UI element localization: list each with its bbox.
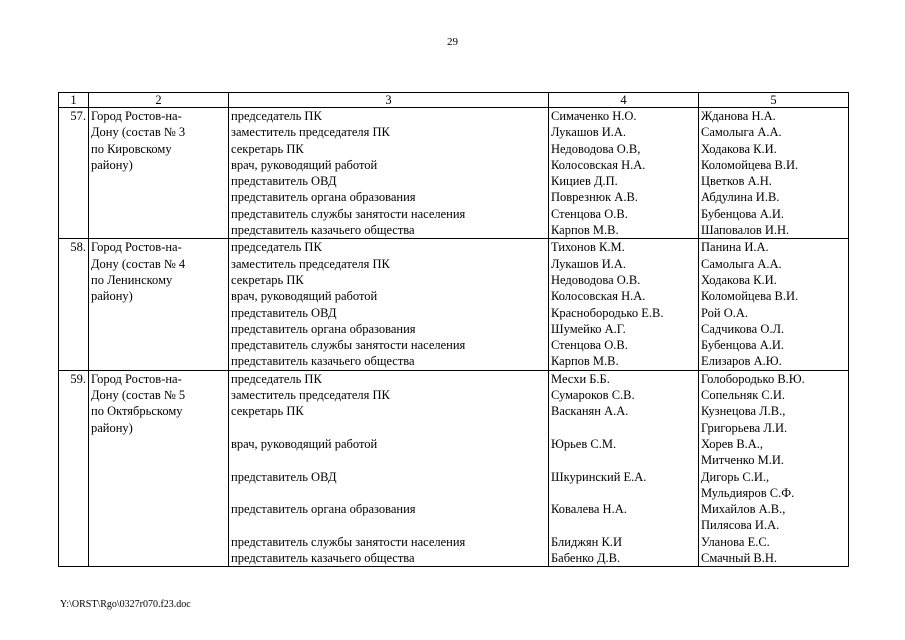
column-header: 1 <box>59 93 89 108</box>
place-line: Дону (состав № 5 <box>91 388 186 403</box>
member-name <box>551 517 696 533</box>
reserve-name: Ходакова К.И. <box>701 272 777 287</box>
role-line <box>231 485 546 501</box>
member-name: Стенцова О.В. <box>551 338 628 353</box>
header-row <box>59 93 849 108</box>
member-name: Сумароков С.В. <box>551 388 635 403</box>
member-name: Стенцова О.В. <box>551 206 628 221</box>
reserve-name: Жданова Н.А. <box>701 109 776 123</box>
member-name <box>551 452 696 468</box>
role-line: представитель казачьего общества <box>231 551 415 566</box>
member-name: Недоводова О.В. <box>551 272 641 287</box>
role-line: заместитель председателя ПК <box>231 256 390 271</box>
reserve-name: Кузнецова Л.В., <box>701 404 786 419</box>
place-line: Город Ростов-на- <box>91 109 182 123</box>
place-line: Город Ростов-на- <box>91 371 182 386</box>
reserve-name: Дигорь С.И., <box>701 469 770 484</box>
role-line: представитель ОВД <box>231 469 337 484</box>
reserve-name: Уланова Е.С. <box>701 534 770 549</box>
reserve-name: Елизаров А.Ю. <box>701 354 782 369</box>
reserve-name: Мульдияров С.Ф. <box>701 485 795 500</box>
member-name: Недоводова О.В, <box>551 141 641 156</box>
reserve-name: Голобородько В.Ю. <box>701 371 805 386</box>
member-name: Колосовская Н.А. <box>551 157 646 172</box>
role-line: врач, руководящий работой <box>231 289 378 304</box>
footer-file-path: Y:\ORST\Rgo\0327r070.f23.doc <box>60 599 191 610</box>
reserve-name: Коломойцева В.И. <box>701 157 799 172</box>
reserve-name: Панина И.А. <box>701 240 769 255</box>
place-line: по Ленинскому <box>91 272 173 287</box>
member-name: Лукашов И.А. <box>551 256 627 271</box>
role-line: заместитель председателя ПК <box>231 388 390 403</box>
member-name: Симаченко Н.О. <box>551 109 637 123</box>
row-number: 57. <box>59 108 89 239</box>
role-line: представитель казачьего общества <box>231 354 415 369</box>
member-name: Лукашов И.А. <box>551 125 627 140</box>
role-line <box>231 517 546 533</box>
reserve-name: Митченко М.И. <box>701 453 784 468</box>
role-line: представитель службы занятости населения <box>231 338 466 353</box>
table-row <box>59 370 849 567</box>
reserves-cell <box>699 108 849 239</box>
member-name: Шкуринский Е.А. <box>551 469 647 484</box>
reserve-name: Смачный В.Н. <box>701 551 778 566</box>
column-header: 3 <box>229 93 549 108</box>
member-name: Колосовская Н.А. <box>551 289 646 304</box>
page-number: 29 <box>447 36 458 48</box>
member-name: Карпов М.В. <box>551 354 619 369</box>
reserve-name: Цветков А.Н. <box>701 174 772 189</box>
reserve-name: Михайлов А.В., <box>701 502 786 517</box>
reserve-name: Абдулина И.В. <box>701 190 780 205</box>
member-name: Кициев Д.П. <box>551 174 618 189</box>
place-line: Дону (состав № 4 <box>91 256 186 271</box>
place-line: Город Ростов-на- <box>91 240 182 255</box>
member-name: Тихонов К.М. <box>551 240 625 255</box>
role-line: представитель органа образования <box>231 502 416 517</box>
table-row <box>59 108 849 239</box>
role-line: врач, руководящий работой <box>231 436 378 451</box>
reserve-name: Самолыга А.А. <box>701 125 782 140</box>
place-line: по Кировскому <box>91 141 172 156</box>
place-cell <box>89 108 229 239</box>
members-cell <box>549 108 699 239</box>
role-line: председатель ПК <box>231 240 322 255</box>
reserve-name: Хорев В.А., <box>701 436 764 451</box>
role-line: представитель службы занятости населения <box>231 534 466 549</box>
reserve-name: Бубенцова А.И. <box>701 206 785 221</box>
roles-cell <box>229 370 549 567</box>
member-name <box>551 420 696 436</box>
role-line: представитель казачьего общества <box>231 223 415 238</box>
role-line <box>231 420 546 436</box>
member-name: Шумейко А.Г. <box>551 321 626 336</box>
members-cell <box>549 370 699 567</box>
member-name: Юрьев С.М. <box>551 436 617 451</box>
row-number: 58. <box>59 239 89 370</box>
role-line: представитель органа образования <box>231 190 416 205</box>
commission-table <box>58 92 849 567</box>
role-line: врач, руководящий работой <box>231 157 378 172</box>
place-line: району) <box>91 420 133 435</box>
member-name: Карпов М.В. <box>551 223 619 238</box>
place-line: району) <box>91 289 133 304</box>
reserve-name: Ходакова К.И. <box>701 141 777 156</box>
role-line: заместитель председателя ПК <box>231 125 390 140</box>
member-name: Блиджян К.И <box>551 534 622 549</box>
role-line: представитель ОВД <box>231 305 337 320</box>
role-line <box>231 452 546 468</box>
role-line: представитель ОВД <box>231 174 337 189</box>
reserves-cell <box>699 239 849 370</box>
member-name: Краснобородько Е.В. <box>551 305 664 320</box>
member-name: Васканян А.А. <box>551 404 629 419</box>
reserves-cell <box>699 370 849 567</box>
reserve-name: Пилясова И.А. <box>701 518 780 533</box>
roles-cell <box>229 108 549 239</box>
role-line: представитель органа образования <box>231 321 416 336</box>
reserve-name: Садчикова О.Л. <box>701 321 785 336</box>
role-line: председатель ПК <box>231 371 322 386</box>
reserve-name: Самолыга А.А. <box>701 256 782 271</box>
place-line: Дону (состав № 3 <box>91 125 186 140</box>
member-name: Бабенко Д.В. <box>551 551 621 566</box>
member-name: Ковалева Н.А. <box>551 502 627 517</box>
role-line: представитель службы занятости населения <box>231 206 466 221</box>
column-header: 2 <box>89 93 229 108</box>
place-line: району) <box>91 157 133 172</box>
reserve-name: Бубенцова А.И. <box>701 338 785 353</box>
role-line: председатель ПК <box>231 109 322 123</box>
member-name <box>551 485 696 501</box>
role-line: секретарь ПК <box>231 272 304 287</box>
place-line: по Октябрьскому <box>91 404 183 419</box>
role-line: секретарь ПК <box>231 141 304 156</box>
member-name: Поврезнюк А.В. <box>551 190 638 205</box>
reserve-name: Сопельняк С.И. <box>701 388 786 403</box>
reserve-name: Шаповалов И.Н. <box>701 223 790 238</box>
table-row <box>59 239 849 370</box>
reserve-name: Григорьева Л.И. <box>701 420 788 435</box>
members-cell <box>549 239 699 370</box>
place-cell <box>89 370 229 567</box>
column-header: 5 <box>699 93 849 108</box>
column-header: 4 <box>549 93 699 108</box>
reserve-name: Рой О.А. <box>701 305 749 320</box>
role-line: секретарь ПК <box>231 404 304 419</box>
roles-cell <box>229 239 549 370</box>
reserve-name: Коломойцева В.И. <box>701 289 799 304</box>
member-name: Месхи Б.Б. <box>551 371 610 386</box>
place-cell <box>89 239 229 370</box>
row-number: 59. <box>59 370 89 567</box>
